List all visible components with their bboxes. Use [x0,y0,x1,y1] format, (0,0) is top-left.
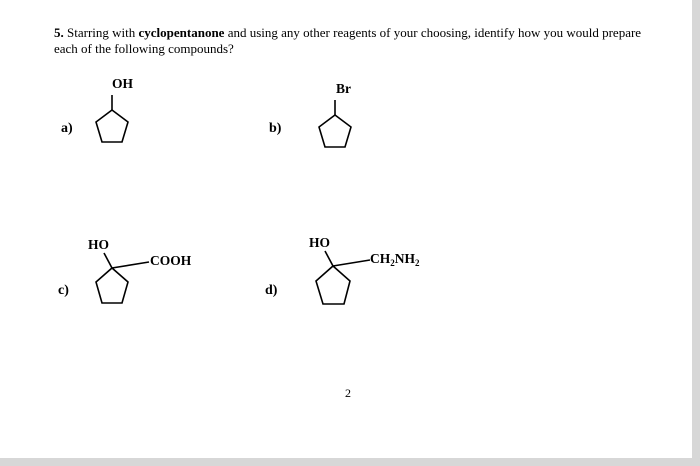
compound-d-substituent-top: HO [309,235,331,250]
question-text-after: and using any other reagents of your choosing, identify how you would prepare each of the following compounds? [54,25,642,56]
compound-c-substituent-top: HO [88,237,110,252]
compound-c-substituent-side: COOH [150,253,192,268]
compound-b-substituent: Br [336,81,351,96]
compound-d-label: d) [265,283,278,298]
compound-c-structure [92,250,162,330]
compound-d-bond-oh [325,251,333,266]
compound-c-bond-cooh [112,262,149,268]
compound-d-structure [313,250,383,330]
compound-c-bond-oh [104,253,112,268]
compound-c-label: c) [58,283,69,298]
compound-d-bond-side [333,260,370,266]
compound-b-ring [319,115,351,147]
question-text [54,25,664,57]
compound-b-structure [313,97,363,167]
compound-d-side-sub2: 2 [415,258,420,268]
compound-a-ring [96,110,128,142]
question-keyword: cyclopentanone [138,25,225,40]
compound-d-side-sub1: 2 [390,258,395,268]
compound-b-label: b) [269,121,282,136]
compound-a-structure [90,92,140,162]
compound-d-ring [316,266,350,304]
question-number: 5. [54,25,64,40]
compound-a-substituent: OH [112,76,134,91]
compound-d-side-main: CH [370,251,391,266]
compound-d-side-mid: NH [394,251,415,266]
compound-a-label: a) [61,121,73,136]
compound-c-ring [96,268,128,303]
question-text-before: Starring with [63,25,139,40]
page-number: 2 [345,386,351,400]
